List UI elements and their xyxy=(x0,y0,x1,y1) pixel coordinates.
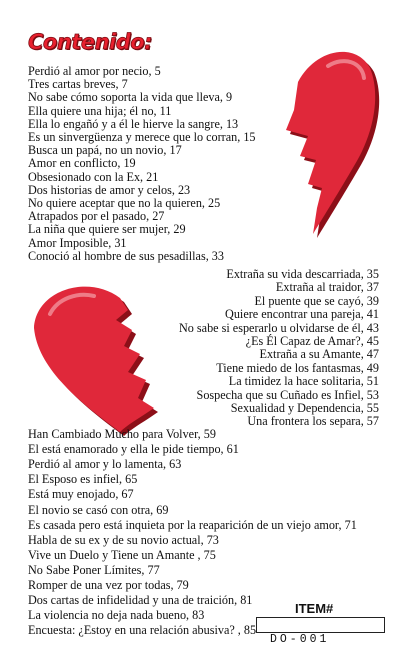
toc-entry: La violencia no deja nada bueno, 83 xyxy=(28,608,205,623)
toc-entry: Es un sinvergüenza y merece que lo corran, 15 xyxy=(28,130,256,144)
toc-entry: Extraña a su Amante, 47 xyxy=(259,347,379,362)
toc-entry: Amor Imposible, 31 xyxy=(28,235,127,250)
barcode xyxy=(256,617,385,633)
item-label: ITEM# xyxy=(295,601,334,616)
toc-entry: El novio se casó con otra, 69 xyxy=(28,502,169,517)
toc-entry: Extraña su vida descarriada, 35 xyxy=(226,267,379,281)
toc-entry: La niña que quiere ser mujer, 29 xyxy=(28,222,186,237)
toc-entry: No Sabe Poner Límites, 77 xyxy=(28,562,160,577)
toc-entry: Perdió al amor por necio, 5 xyxy=(28,64,161,78)
toc-entry: Ella lo engañó y a él le hierve la sangre, 13 xyxy=(28,116,239,131)
toc-entry: Ella quiere una hija; él no, 11 xyxy=(28,103,172,118)
toc-entry: ¿Es Él Capaz de Amar?, 45 xyxy=(245,334,379,348)
broken-heart-left-half xyxy=(28,268,178,438)
toc-entry: Una frontera los separa, 57 xyxy=(247,414,379,429)
toc-entry: Amor en conflicto, 19 xyxy=(28,156,136,171)
toc-entry: Dos cartas de infidelidad y una de traición, 81 xyxy=(28,593,253,608)
toc-entry: Es casada pero está inquieta por la reaparición de un viejo amor, 71 xyxy=(28,517,357,532)
toc-entry: No sabe cómo soporta la vida que lleva, 9 xyxy=(28,90,233,105)
toc-entry: Han Cambiado Mucho para Volver, 59 xyxy=(28,427,216,441)
item-code: DO-001 xyxy=(270,633,330,646)
toc-entry: Tiene miedo de los fantasmas, 49 xyxy=(216,360,379,375)
toc-entry: Está muy enojado, 67 xyxy=(28,487,134,502)
toc-entry: Quiere encontrar una pareja, 41 xyxy=(225,307,379,322)
toc-entry: Sexualidad y Dependencia, 55 xyxy=(230,401,379,415)
toc-entry: Tres cartas breves, 7 xyxy=(28,77,128,92)
toc-entry: Romper de una vez por todas, 79 xyxy=(28,578,189,592)
toc-entry: Conoció al hombre de sus pesadillas, 33 xyxy=(28,248,224,263)
toc-entry: La timidez la hace solitaria, 51 xyxy=(228,374,379,389)
toc-entry: Habla de su ex y de su novio actual, 73 xyxy=(28,532,219,547)
broken-heart-right-half xyxy=(258,38,383,238)
toc-entry: No sabe si esperarlo u olvidarse de él, 43 xyxy=(178,320,379,335)
toc-entry: El Esposo es infiel, 65 xyxy=(28,472,138,487)
toc-entry: Encuesta: ¿Estoy en una relación abusiva? , 85 xyxy=(28,623,257,638)
toc-entry: El está enamorado y ella le pide tiempo, 61 xyxy=(28,442,239,457)
toc-entry: Perdió al amor y lo lamenta, 63 xyxy=(28,457,182,472)
toc-entry: Obsesionado con la Ex, 21 xyxy=(28,169,159,184)
toc-entry: Busca un papá, no un novio, 17 xyxy=(28,143,182,158)
toc-entry: Extraña al traidor, 37 xyxy=(275,280,379,295)
toc-entry: No quiere aceptar que no la quieren, 25 xyxy=(28,196,221,210)
toc-entry: Vive un Duelo y Tiene un Amante , 75 xyxy=(28,547,216,562)
toc-entry: El puente que se cayó, 39 xyxy=(254,293,379,308)
toc-entry: Dos historias de amor y celos, 23 xyxy=(28,182,191,197)
page-title: Contenido: xyxy=(28,30,153,54)
toc-entry: Atrapados por el pasado, 27 xyxy=(28,209,165,224)
toc-entry: Sospecha que su Cuñado es Infiel, 53 xyxy=(196,387,379,402)
